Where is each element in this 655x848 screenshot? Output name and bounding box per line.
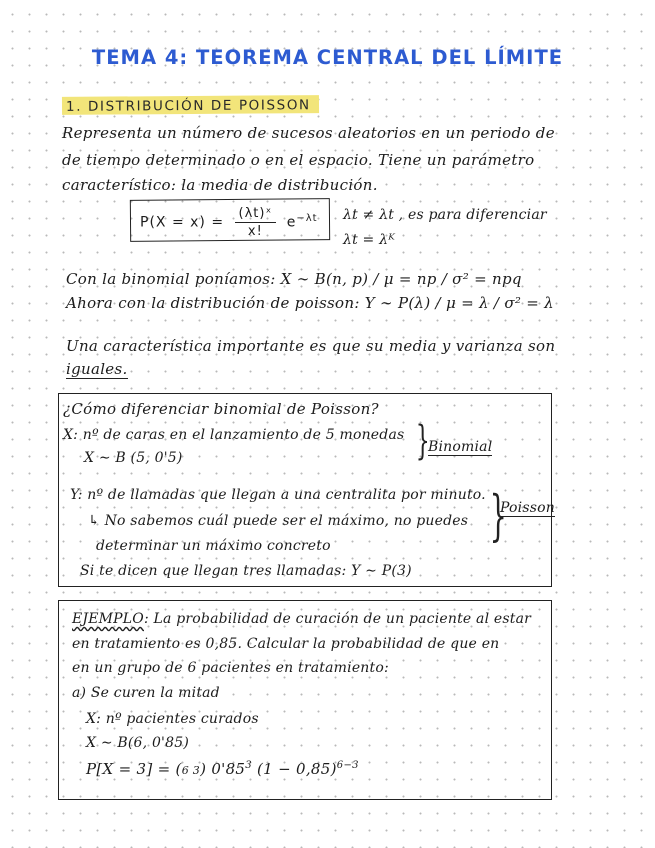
example-x-definition: X: nº pacientes curados	[86, 711, 259, 727]
prob-binom: 6 3	[181, 764, 201, 777]
characteristic-line-2: iguales.	[66, 360, 128, 378]
box1-question: ¿Cómo diferenciar binomial de Poisson?	[63, 400, 379, 418]
binomial-label: Binomial	[428, 439, 493, 455]
example-line-1: : La probabilidad de curación de un paciente al estar	[143, 611, 532, 627]
prob-exp-2: 6−3	[336, 760, 359, 771]
example-text-line-1	[72, 611, 531, 627]
poisson-comparison: Ahora con la distribución de poisson: Y ∼ P(λ) / μ = λ / σ² = λ	[66, 294, 554, 312]
intro-line-2: de tiempo determinado o en el espacio. Tiene un parámetro	[62, 151, 535, 169]
poisson-formula	[140, 206, 318, 239]
formula-exp-power: −λt	[296, 212, 318, 224]
poisson-label: Poisson	[500, 500, 555, 516]
prob-mid: (1 − 0,85)	[251, 760, 337, 778]
section-heading: 1. DISTRIBUCIÓN DE POISSON	[62, 95, 319, 115]
intro-line-3: característico: la media de distribución.	[62, 176, 378, 194]
box1-y-example: Si te dicen que llegan tres llamadas: Y ∼ P(3)	[80, 563, 412, 579]
characteristic-line-1: Una característica importante es que su media y varianza son	[66, 337, 556, 355]
binomial-comparison: Con la binomial poníamos: X ∼ B(n, p) / μ = np / σ² = npq	[66, 270, 522, 288]
box1-x-definition: X: nº de caras en el lanzamiento de 5 monedas	[63, 427, 405, 443]
prob-exp-1: 3	[245, 760, 252, 771]
side-note-line-1: λt ≠ λt , es para diferenciar	[343, 207, 547, 223]
example-x-distribution: X ∼ B(6, 0'85)	[86, 735, 189, 751]
intro-line-1: Representa un número de sucesos aleatorios en un periodo de	[62, 124, 555, 142]
side-note-line-2: λt = λᴷ	[343, 232, 395, 248]
example-line-3: en un grupo de 6 pacientes en tratamiento:	[72, 660, 389, 676]
prob-lhs: P[X = 3] = (	[86, 760, 182, 778]
formula-fraction	[235, 206, 277, 239]
page-title: TEMA 4: TEOREMA CENTRAL DEL LÍMITE	[91, 46, 564, 69]
box1-x-distribution: X ∼ B (5, 0'5)	[84, 450, 183, 466]
binomial-brace-icon: }	[415, 418, 430, 464]
box1-y-note-2: determinar un máximo concreto	[96, 538, 331, 554]
poisson-brace-icon: }	[489, 484, 507, 547]
prob-rhs: ) 0'85	[200, 760, 246, 778]
example-item-a: a) Se curen la mitad	[72, 685, 220, 701]
formula-denominator: x!	[247, 224, 263, 239]
box1-y-definition: Y: nº de llamadas que llegan a una centralita por minuto.	[70, 487, 486, 503]
formula-numerator: (λt)ˣ	[235, 206, 277, 223]
box1-y-note-1: ↳ No sabemos cuál puede ser el máximo, no puedes	[88, 513, 469, 529]
example-probability	[86, 760, 359, 778]
example-line-2: en tratamiento es 0,85. Calcular la probabilidad de que en	[72, 636, 500, 652]
formula-exp: e	[286, 214, 297, 231]
example-label: EJEMPLO	[72, 611, 144, 627]
formula-lhs: P(X = x) =	[140, 214, 225, 231]
